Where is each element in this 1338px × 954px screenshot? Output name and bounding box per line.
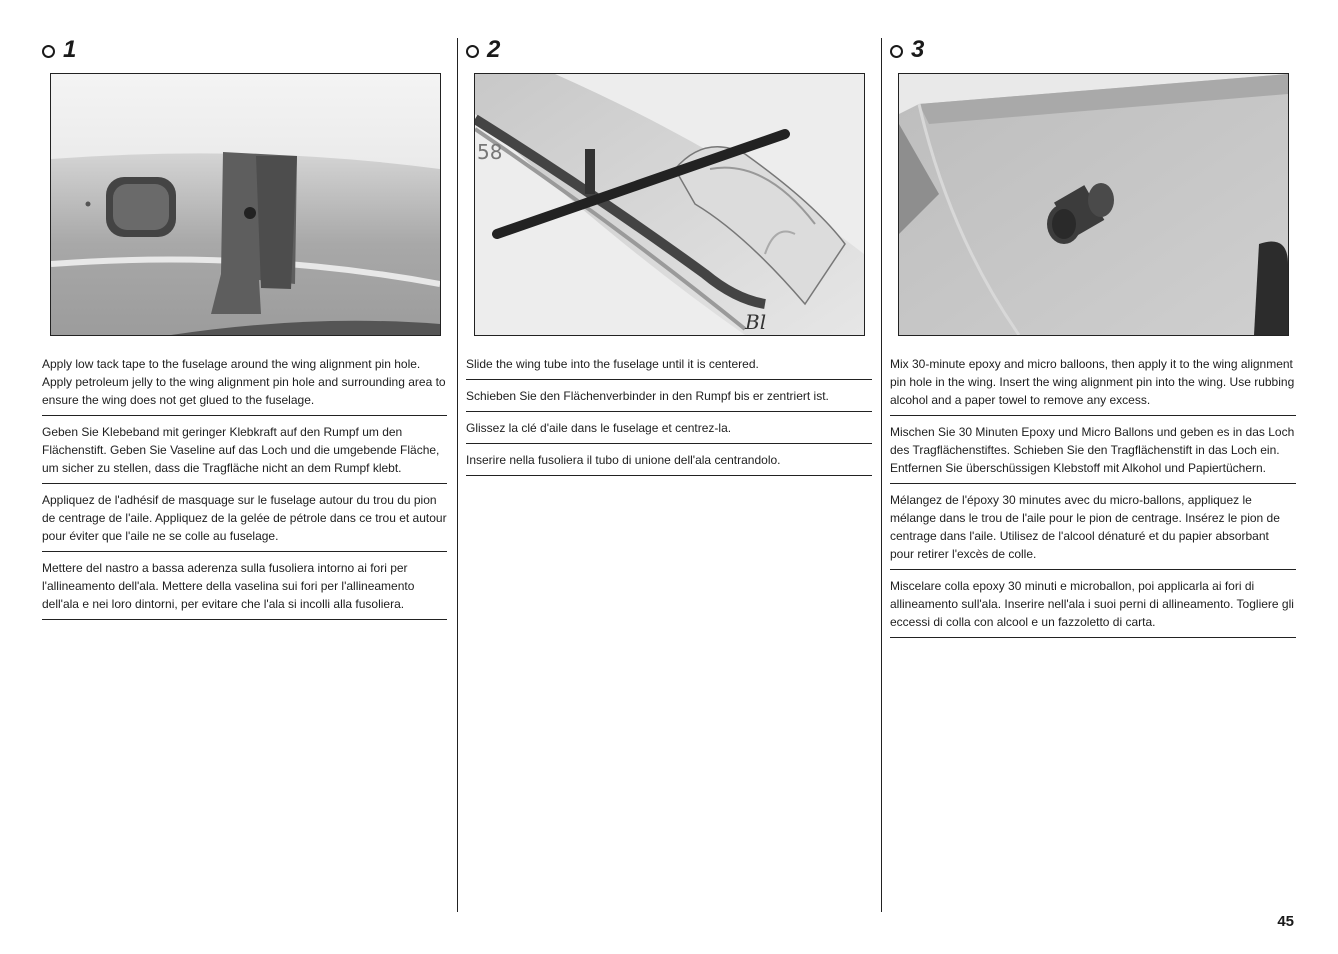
step-3-photo [898, 73, 1289, 336]
instruction-fr: Appliquez de l'adhésif de masquage sur le fuselage autour du trou du pion de centrage de l'aile. Appliquez de la gelée de pétrole dans ce trou et autour pour éviter que l'aile ne se colle au fuselage. [42, 490, 447, 552]
instruction-de: Schieben Sie den Flächenverbinder in den Rumpf bis er zentriert ist. [466, 386, 872, 412]
svg-text:58: 58 [477, 140, 503, 164]
instruction-de: Geben Sie Klebeband mit geringer Klebkraft auf den Rumpf um den Flächenstift. Geben Sie Vaseline auf das Loch und die umgebende Fläche, um sicher zu stellen, dass die Tragfläche nicht an dem Rumpf klebt. [42, 422, 447, 484]
step-number: 1 [63, 36, 77, 63]
page-number: 45 [1277, 913, 1294, 930]
step-2-instructions [466, 354, 872, 482]
fuselage-tape-photo [51, 74, 440, 335]
instruction-en: Slide the wing tube into the fuselage until it is centered. [466, 354, 872, 380]
instruction-en: Mix 30-minute epoxy and micro balloons, then apply it to the wing alignment pin hole in the wing. Insert the wing alignment pin into the wing. Use rubbing alcohol and a paper towel to remove any excess. [890, 354, 1296, 416]
column-divider [457, 38, 458, 912]
column-divider [881, 38, 882, 912]
step-2-photo [474, 73, 865, 336]
checkbox-circle-icon [466, 45, 479, 58]
wing-pin-photo [899, 74, 1288, 335]
step-2-header [466, 36, 500, 64]
step-number: 2 [487, 36, 501, 63]
instruction-it: Inserire nella fusoliera il tubo di unione dell'ala centrandolo. [466, 450, 872, 476]
step-1-instructions [42, 354, 447, 626]
step-3-instructions [890, 354, 1296, 644]
instruction-it: Mettere del nastro a bassa aderenza sulla fusoliera intorno ai fori per l'allineamento dell'ala. Mettere della vaselina sui fori per l'allineamento dell'ala e nei loro dintorni, per evitare che l'ala si incolli alla fusoliera. [42, 558, 447, 620]
instruction-it: Miscelare colla epoxy 30 minuti e microballon, poi applicarla ai fori di allineamento sull'ala. Inserire nell'ala i suoi perni di allineamento. Togliere gli eccessi di colla con alcool e un fazzoletto di carta. [890, 576, 1296, 638]
step-3-column [890, 0, 1296, 954]
instruction-en: Apply low tack tape to the fuselage around the wing alignment pin hole. Apply petroleum jelly to the wing alignment pin hole and surrounding area to ensure the wing does not get glued to the fuselage. [42, 354, 447, 416]
instruction-fr: Glissez la clé d'aile dans le fuselage et centrez-la. [466, 418, 872, 444]
step-3-header [890, 36, 924, 64]
checkbox-circle-icon [890, 45, 903, 58]
step-1-header [42, 36, 76, 64]
checkbox-circle-icon [42, 45, 55, 58]
step-2-column [466, 0, 872, 954]
step-number: 3 [911, 36, 925, 63]
wing-tube-photo [475, 74, 864, 335]
instruction-de: Mischen Sie 30 Minuten Epoxy und Micro Ballons und geben es in das Loch des Tragflächenstiftes. Schieben Sie den Tragflächenstift in das Loch ein. Entfernen Sie überschüssigen Klebstoff mit Alkohol und Papiertüchern. [890, 422, 1296, 484]
instruction-fr: Mélangez de l'époxy 30 minutes avec du micro-ballons, appliquez le mélange dans le trou de l'aile pour le pion de centrage. Insérez le pion de centrage dans l'aile. Utilisez de l'alcool dénaturé et du papier absorbant pour retirer l'excès de colle. [890, 490, 1296, 570]
step-1-column [42, 0, 447, 954]
svg-text:Bl: Bl [745, 310, 767, 334]
step-1-photo [50, 73, 441, 336]
